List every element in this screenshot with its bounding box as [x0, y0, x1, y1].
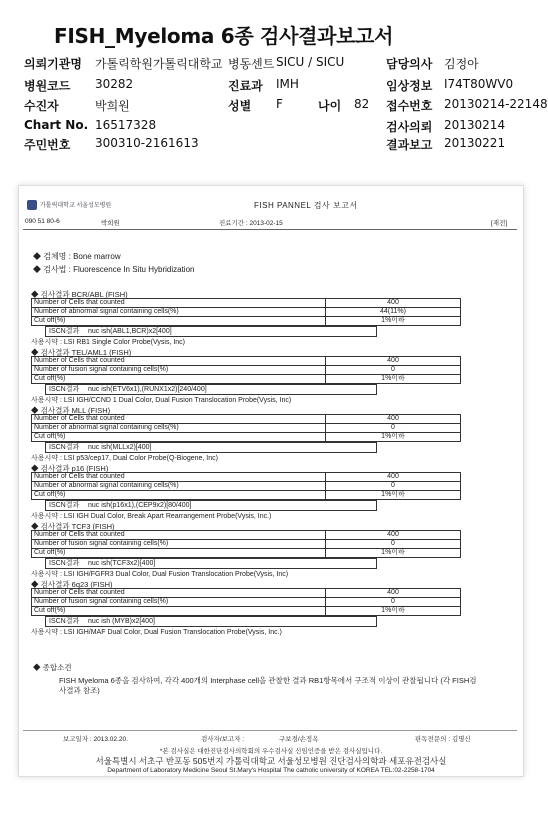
row-label: Number of abnormal signal containing cells(%)	[32, 482, 326, 491]
specimen: ◆ 검체명 : Bone marrow	[33, 252, 121, 261]
row-label: Number of Cells that counted	[32, 589, 326, 598]
row-value: 1%이하	[326, 491, 461, 500]
patient-value: 박희원	[95, 99, 130, 113]
method: ◆ 검사법 : Fluorescence In Situ Hybridization	[33, 265, 195, 274]
row-value: 400	[326, 473, 461, 482]
row-label: Number of Cells that counted	[32, 531, 326, 540]
visit-period: 진료기간 : 2013-02-15	[219, 220, 283, 227]
iscn-label: ISCN결과	[49, 560, 80, 567]
hospital-emblem-icon	[27, 200, 37, 210]
receipt-label: 접수번호	[386, 99, 433, 113]
row-value: 400	[326, 531, 461, 540]
probe-reagent: 사용시약 : LSI IGH/FGFR3 Dual Color, Dual Fusion Translocation Probe(Vysis, Inc)	[31, 571, 289, 578]
reissue-mark: [재전]	[491, 220, 508, 227]
iscn-box	[45, 558, 377, 569]
id-value: 300310-2161613	[95, 136, 199, 150]
probe-reagent: 사용시약 : LSI IGH/MAF Dual Color, Dual Fusion Translocation Probe(Vysis, Inc.)	[31, 629, 282, 636]
iscn-label: ISCN결과	[49, 444, 80, 451]
row-value: 1%이하	[326, 375, 461, 384]
sex-label: 성별	[228, 99, 252, 113]
pathologist: 판독전문의 : 김명신	[415, 736, 471, 743]
reg-no: 090 51 80-6	[25, 218, 60, 225]
probe-reagent: 사용시약 : LSI IGH/CCND 1 Dual Color, Dual Fusion Translocation Probe(Vysis, Inc)	[31, 397, 292, 404]
hospital-code-label: 병원코드	[24, 79, 71, 93]
table-row	[32, 366, 461, 375]
iscn-box	[45, 442, 377, 453]
scanned-report	[18, 185, 524, 777]
table-row	[32, 531, 461, 540]
request-label: 검사의뢰	[386, 120, 433, 134]
report-value: 20130221	[444, 136, 506, 150]
table-row	[32, 482, 461, 491]
footer-address: 서울특별시 서초구 반포동 505번지 가톨릭대학교 서울성모병원 진단검사의학과 세포유전검사실	[95, 756, 447, 766]
row-label: Number of Cells that counted	[32, 299, 326, 308]
receipt-value: 20130214-22148	[444, 97, 548, 111]
section-heading: ◆ 검사결과 BCR/ABL (FISH)	[31, 290, 128, 299]
iscn-label: ISCN결과	[49, 328, 80, 335]
row-value: 0	[326, 482, 461, 491]
section-heading: ◆ 검사결과 TCF3 (FISH)	[31, 522, 115, 531]
row-value: 0	[326, 366, 461, 375]
patient-label: 수진자	[24, 99, 59, 113]
result-table	[31, 298, 461, 326]
table-row	[32, 598, 461, 607]
report-footer	[19, 747, 523, 775]
examiner-label: 검사자/보고자 :	[201, 736, 245, 743]
iscn-box	[45, 500, 377, 511]
logo-text: 가톨릭대학교 서울성모병원	[40, 203, 112, 209]
row-label: Number of Cells that counted	[32, 415, 326, 424]
table-row	[32, 589, 461, 598]
table-row	[32, 308, 461, 317]
row-value: 44(11%)	[326, 308, 461, 317]
iscn-value: nuc ish (MYB)x2[400]	[88, 618, 155, 625]
ward-value: SICU / SICU	[276, 55, 345, 69]
hospital-code-value: 30282	[95, 77, 134, 91]
iscn-value: nuc ish(ETV6x1),(RUNX1x2)[240/400]	[88, 386, 207, 393]
table-row	[32, 433, 461, 442]
iscn-value: nuc ish(MLLx2)[400]	[88, 444, 152, 451]
result-table	[31, 530, 461, 558]
iscn-box	[45, 326, 377, 337]
probe-reagent: 사용시약 : LSI IGH Dual Color, Break Apart Rearrangement Probe(Vysis, Inc.)	[31, 513, 272, 520]
table-row	[32, 375, 461, 384]
iscn-box	[45, 384, 377, 395]
doc-title: FISH PANNEL 검사 보고서	[254, 201, 358, 210]
id-label: 주민번호	[24, 138, 71, 152]
row-label: Number of fusion signal containing cells(%)	[32, 366, 326, 375]
iscn-label: ISCN결과	[49, 502, 80, 509]
row-value: 400	[326, 299, 461, 308]
row-value: 1%이하	[326, 549, 461, 558]
iscn-value: nuc ish(p16x1),(CEP9x2)[80/400]	[88, 502, 192, 509]
row-value: 1%이하	[326, 433, 461, 442]
row-value: 0	[326, 424, 461, 433]
footer-certification: *본 검사실은 대한진단검사의학회의 우수검사실 신임인증을 받은 검사실입니다.	[159, 748, 383, 755]
institution-value: 가톨릭학원가톨릭대학교	[95, 57, 223, 71]
signature-line	[23, 730, 517, 743]
footer-english: Department of Laboratory Medicine Seoul St.Mary's Hospital The catholic university of KOREA TEL:02-2258-1704	[107, 767, 435, 774]
table-row	[32, 549, 461, 558]
table-row	[32, 491, 461, 500]
row-value: 0	[326, 540, 461, 549]
report-title: FISH_Myeloma 6종 검사결과보고서	[54, 24, 394, 48]
clinical-value: I74T80WV0	[444, 77, 514, 91]
section-heading: ◆ 검사결과 TEL/AML1 (FISH)	[31, 348, 132, 357]
row-label: Number of fusion signal containing cells(%)	[32, 540, 326, 549]
table-row	[32, 540, 461, 549]
row-label: Cut off(%)	[32, 317, 326, 326]
row-label: Number of abnormal signal containing cells(%)	[32, 424, 326, 433]
probe-reagent: 사용시약 : LSI RB1 Single Color Probe(Vysis, Inc)	[31, 339, 186, 346]
result-table	[31, 356, 461, 384]
conclusion-heading: ◆ 종합소견	[33, 663, 72, 672]
chart-label: Chart No.	[24, 118, 89, 132]
doctor-value: 김정아	[444, 57, 479, 71]
table-row	[32, 473, 461, 482]
row-value: 400	[326, 589, 461, 598]
row-label: Cut off(%)	[32, 549, 326, 558]
row-label: Number of Cells that counted	[32, 473, 326, 482]
row-value: 400	[326, 357, 461, 366]
iscn-value: nuc ish(ABL1,BCR)x2[400]	[88, 328, 172, 335]
section-heading: ◆ 검사결과 p16 (FISH)	[31, 464, 109, 473]
row-label: Cut off(%)	[32, 433, 326, 442]
row-label: Number of Cells that counted	[32, 357, 326, 366]
section-heading: ◆ 검사결과 MLL (FISH)	[31, 406, 111, 415]
row-label: Cut off(%)	[32, 607, 326, 616]
row-value: 400	[326, 415, 461, 424]
age-value: 82	[354, 97, 370, 111]
iscn-label: ISCN결과	[49, 386, 80, 393]
table-row	[32, 357, 461, 366]
department-label: 진료과	[228, 79, 263, 93]
ward-label: 병동센트	[228, 57, 275, 71]
row-value: 0	[326, 598, 461, 607]
hospital-logo	[27, 200, 112, 211]
row-value: 1%이하	[326, 317, 461, 326]
section-heading: ◆ 검사결과 6q23 (FISH)	[31, 580, 113, 589]
row-label: Number of abnormal signal containing cells(%)	[32, 308, 326, 317]
iscn-box	[45, 616, 377, 627]
doctor-label: 담당의사	[386, 57, 433, 71]
probe-reagent: 사용시약 : LSI p53/cep17, Dual Color Probe(Q-Biogene, Inc)	[31, 455, 218, 462]
sex-value: F	[276, 97, 283, 111]
table-row	[32, 299, 461, 308]
row-label: Cut off(%)	[32, 491, 326, 500]
table-row	[32, 415, 461, 424]
table-row	[32, 317, 461, 326]
report-label: 결과보고	[386, 138, 433, 152]
request-value: 20130214	[444, 118, 506, 132]
report-date: 보고일자 : 2013.02.20.	[63, 736, 128, 743]
iscn-value: nuc ish(TCF3x2)[400]	[88, 560, 156, 567]
iscn-label: ISCN결과	[49, 618, 80, 625]
row-label: Number of fusion signal containing cells(%)	[32, 598, 326, 607]
result-table	[31, 588, 461, 616]
department-value: IMH	[276, 77, 299, 91]
table-row	[32, 607, 461, 616]
institution-label: 의뢰기관명	[24, 57, 82, 71]
conclusion-text: FISH Myeloma 6종을 검사하여, 각각 400개의 Interphase cell을 관찰한 결과 RB1항목에서 구조적 이상이 관찰됩니다 (각 FISH검사결과 참조)	[59, 676, 477, 695]
report-patient-info	[23, 216, 517, 230]
examiner-names: 구보경/손정옥	[279, 736, 319, 743]
chart-value: 16517328	[95, 118, 157, 132]
clinical-label: 임상정보	[386, 79, 433, 93]
age-label: 나이	[318, 99, 342, 113]
report-patient-name: 박희원	[101, 220, 120, 227]
row-value: 1%이하	[326, 607, 461, 616]
table-row	[32, 424, 461, 433]
row-label: Cut off(%)	[32, 375, 326, 384]
result-table	[31, 472, 461, 500]
result-table	[31, 414, 461, 442]
